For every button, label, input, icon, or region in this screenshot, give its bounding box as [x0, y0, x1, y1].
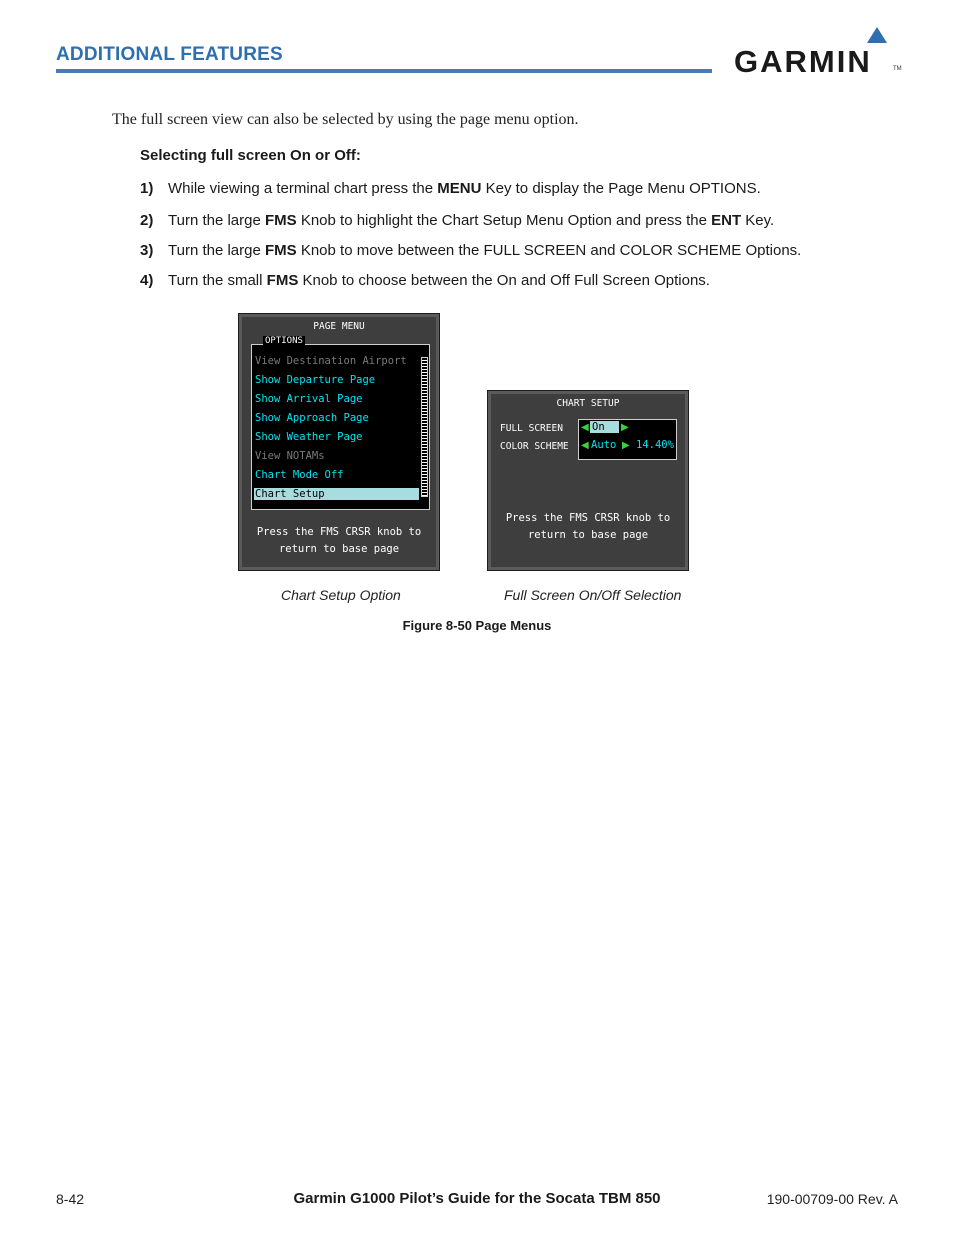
step-text: Key to display the Page Menu OPTIONS. — [481, 180, 761, 197]
arrow-left-icon: ◀ — [581, 440, 589, 451]
menu-item-view-notams[interactable]: View NOTAMs — [255, 450, 325, 462]
menu-item-show-arrival-page[interactable]: Show Arrival Page — [255, 393, 363, 405]
key-name: ENT — [711, 212, 742, 229]
key-name: FMS — [265, 212, 297, 229]
arrow-right-icon: ▶ — [622, 440, 630, 451]
procedure-step — [140, 180, 761, 197]
chart-setup-window — [487, 390, 689, 571]
step-text: While viewing a terminal chart press the — [168, 180, 438, 197]
scrollbar[interactable] — [421, 357, 428, 497]
menu-item-view-destination-airport[interactable]: View Destination Airport — [255, 355, 407, 367]
full-screen-label: FULL SCREEN — [500, 423, 563, 434]
step-text: Knob to highlight the Chart Setup Menu Option and press the — [296, 212, 712, 229]
caption-left: Chart Setup Option — [281, 587, 401, 603]
section-title: ADDITIONAL FEATURES — [56, 44, 283, 65]
step-text: Knob to move between the FULL SCREEN and COLOR SCHEME Options. — [296, 242, 802, 259]
chart-setup-footer-line2: return to base page — [527, 529, 649, 541]
step-number: 4) — [140, 272, 154, 289]
step-text: Turn the large — [168, 212, 265, 229]
menu-item-chart-setup[interactable]: Chart Setup — [254, 488, 419, 500]
step-text: Turn the large — [168, 242, 265, 259]
color-scheme-value[interactable]: Auto — [591, 439, 617, 451]
title-rule — [56, 69, 712, 73]
page-menu-title: PAGE MENU — [313, 321, 365, 332]
chart-setup-title: CHART SETUP — [556, 398, 620, 409]
step-number: 3) — [140, 242, 154, 259]
options-list — [251, 344, 430, 510]
doc-number: 190-00709-00 Rev. A — [766, 1191, 898, 1207]
key-name: FMS — [265, 242, 297, 259]
intro-paragraph: The full screen view can also be selected by using the page menu option. — [112, 111, 579, 128]
arrow-left-icon: ◀ — [581, 422, 589, 433]
page-menu-footer-line2: return to base page — [278, 543, 400, 555]
procedure-title: Selecting full screen On or Off: — [140, 147, 361, 164]
chart-setup-footer-line1: Press the FMS CRSR knob to — [505, 512, 671, 524]
procedure-step — [140, 212, 774, 229]
menu-item-show-departure-page[interactable]: Show Departure Page — [255, 374, 376, 386]
procedure-step — [140, 272, 710, 289]
procedure-step — [140, 242, 801, 259]
caption-right: Full Screen On/Off Selection — [504, 587, 682, 603]
logo-triangle-icon — [866, 26, 888, 44]
step-text: Turn the small — [168, 272, 267, 289]
page-number: 8-42 — [56, 1191, 85, 1207]
step-number: 1) — [140, 180, 154, 197]
logo-trademark: TM — [893, 66, 902, 72]
full-screen-value[interactable]: On — [590, 421, 619, 433]
step-number: 2) — [140, 212, 154, 229]
key-name: MENU — [437, 180, 482, 197]
guide-title: Garmin G1000 Pilot’s Guide for the Socata TBM 850 — [293, 1190, 661, 1207]
step-text: Knob to choose between the On and Off Full Screen Options. — [298, 272, 710, 289]
arrow-right-icon: ▶ — [621, 422, 629, 433]
menu-item-show-weather-page[interactable]: Show Weather Page — [255, 431, 363, 443]
garmin-logo — [734, 44, 900, 78]
logo-wordmark: GARMIN — [734, 44, 872, 79]
color-scheme-percent[interactable]: 14.40% — [636, 439, 674, 451]
step-text: Key. — [741, 212, 775, 229]
key-name: FMS — [266, 272, 299, 289]
options-group-label: OPTIONS — [265, 336, 303, 346]
menu-item-show-approach-page[interactable]: Show Approach Page — [255, 412, 369, 424]
page-menu-footer-line1: Press the FMS CRSR knob to — [256, 526, 422, 538]
color-scheme-label: COLOR SCHEME — [500, 441, 569, 452]
menu-item-chart-mode-off[interactable]: Chart Mode Off — [255, 469, 344, 481]
figure-caption: Figure 8-50 Page Menus — [402, 618, 552, 633]
page-menu-window — [238, 313, 440, 571]
